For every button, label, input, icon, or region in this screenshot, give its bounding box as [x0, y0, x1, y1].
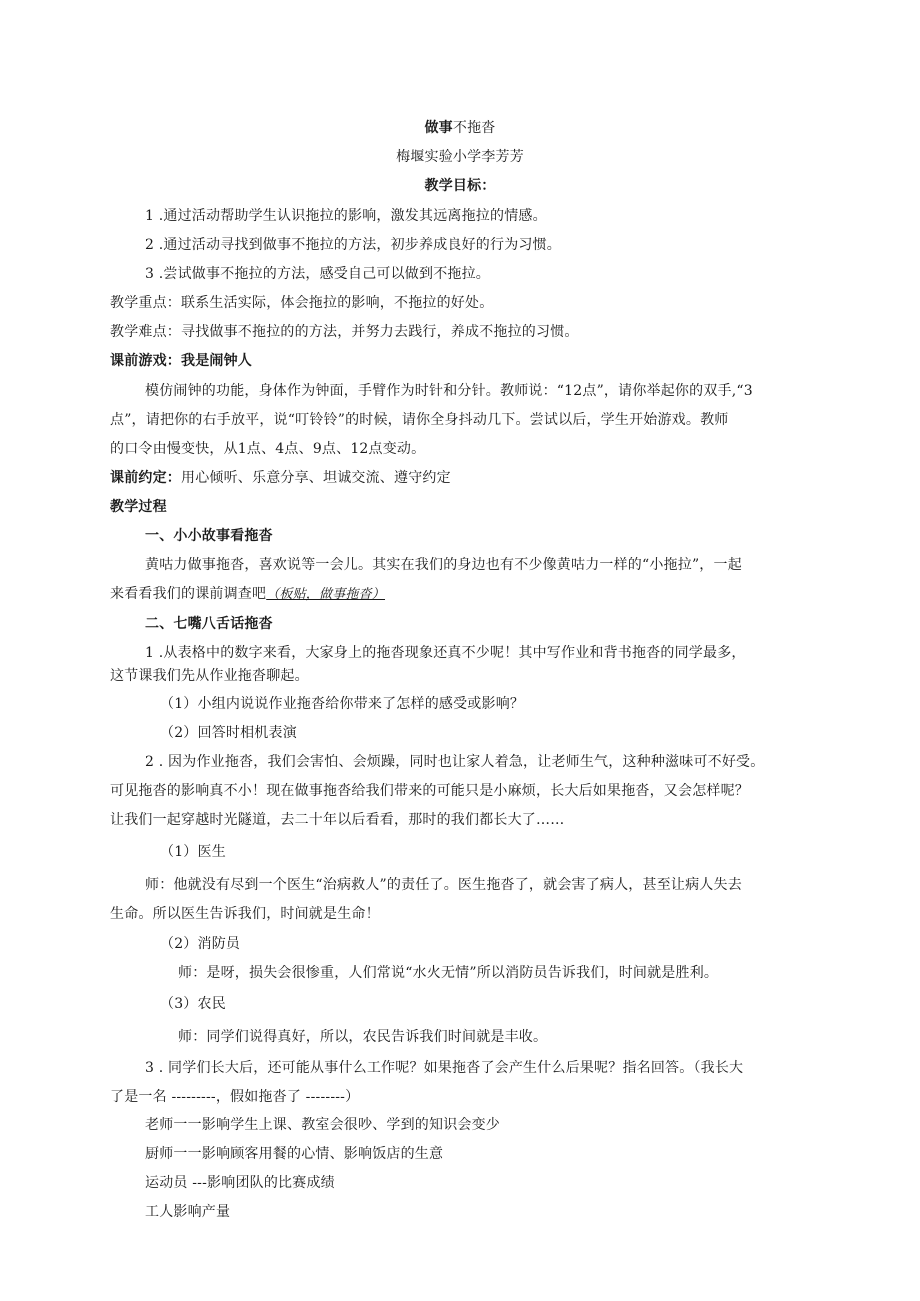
- job-item: 运动员 ---影响团队的比赛成绩: [145, 1175, 335, 1191]
- question-item: （2）回答时相机表演: [160, 725, 297, 741]
- section2-paragraph1: 这节课我们先从作业拖沓聊起。: [110, 668, 309, 684]
- farmer-line: 师：同学们说得真好，所以，农民告诉我们时间就是丰收。: [178, 1029, 548, 1045]
- board-note: （板贴，做事拖沓）: [266, 587, 386, 602]
- section1-line: [110, 584, 385, 605]
- section2-paragraph2: 2 . 因为作业拖沓，我们会害怕、会烦躁，同时也让家人着急，让老师生气，这种种滋味可不好受。: [145, 754, 765, 770]
- section2-heading: 二、七嘴八舌话拖沓: [145, 616, 273, 632]
- game-line: 的口令由慢变快，从1点、4点、9点、12点变动。: [110, 441, 426, 457]
- objective-item: 1 .通过活动帮助学生认识拖拉的影响，激发其远离拖拉的情感。: [145, 208, 547, 224]
- agreement-label: 课前约定：: [110, 470, 181, 486]
- section2-paragraph2: 可见拖沓的影响真不小！现在做事拖沓给我们带来的可能只是小麻烦，长大后如果拖沓，又会怎样呢？: [110, 783, 749, 799]
- job-item: 老师一一影响学生上课、教室会很吵、学到的知识会变少: [145, 1117, 500, 1133]
- role-doctor: （1）医生: [160, 844, 226, 860]
- firefighter-line: 师：是呀，损失会很惨重，人们常说“水火无情”所以消防员告诉我们，时间就是胜利。: [178, 965, 719, 981]
- section1-line2-text: 来看看我们的课前调查吧: [110, 586, 267, 602]
- process-heading: 教学过程: [110, 499, 167, 515]
- game-heading: 课前游戏：我是闹钟人: [110, 353, 252, 369]
- agreement-line: [110, 468, 451, 488]
- doctor-line: 师：他就没有尽到一个医生“治病救人”的责任了。医生拖沓了，就会害了病人，甚至让病人失去: [145, 877, 742, 893]
- difficulty: 教学难点：寻找做事不拖拉的的方法，并努力去践行，养成不拖拉的习惯。: [110, 324, 579, 340]
- objective-item: 3 .尝试做事不拖拉的方法，感受自己可以做到不拖拉。: [145, 266, 491, 282]
- section2-paragraph2: 让我们一起穿越时光隧道，去二十年以后看看，那时的我们都长大了……: [110, 812, 565, 828]
- title-rest: 不拖沓: [452, 120, 496, 136]
- page-title: [0, 118, 920, 138]
- role-firefighter: （2）消防员: [160, 936, 241, 952]
- doctor-line: 生命。所以医生告诉我们，时间就是生命！: [110, 906, 380, 922]
- key-point: 教学重点：联系生活实际，体会拖拉的影响，不拖拉的好处。: [110, 295, 494, 311]
- job-item: 厨师一一影响顾客用餐的心情、影响饭店的生意: [145, 1146, 444, 1162]
- game-line: 点”，请把你的右手放平，说“叮铃铃”的时候，请你全身抖动几下。尝试以后，学生开始游戏。教师: [110, 412, 729, 428]
- agreement-text: 用心倾听、乐意分享、坦诚交流、遵守约定: [181, 470, 451, 486]
- section2-paragraph3: 了是一名 ---------，假如拖沓了 --------）: [110, 1089, 360, 1105]
- objectives-heading: 教学目标：: [424, 178, 496, 194]
- question-item: （1）小组内说说作业拖沓给你带来了怎样的感受或影响？: [160, 696, 525, 712]
- role-farmer: （3）农民: [160, 996, 226, 1012]
- section2-paragraph1: 1 .从表格中的数字来看，大家身上的拖沓现象还真不少呢！其中写作业和背书拖沓的同学最多，: [145, 645, 746, 661]
- title-bold: 做事: [424, 120, 453, 136]
- section1-heading: 一、小小故事看拖沓: [145, 528, 273, 544]
- section1-line: 黄咕力做事拖沓，喜欢说等一会儿。其实在我们的身边也有不少像黄咕力一样的“小拖拉”，一起: [145, 557, 742, 573]
- job-item: 工人影响产量: [145, 1204, 231, 1220]
- section2-paragraph3: 3 . 同学们长大后，还可能从事什么工作呢？如果拖沓了会产生什么后果呢？指名回答。（我长大: [145, 1060, 744, 1076]
- game-line: 模仿闹钟的功能，身体作为钟面，手臂作为时针和分针。教师说：“12点”，请你举起你的双手,“3: [145, 383, 753, 399]
- objective-item: 2 .通过活动寻找到做事不拖拉的方法，初步养成良好的行为习惯。: [145, 237, 562, 253]
- author-line: 梅堰实验小学李芳芳: [396, 149, 524, 165]
